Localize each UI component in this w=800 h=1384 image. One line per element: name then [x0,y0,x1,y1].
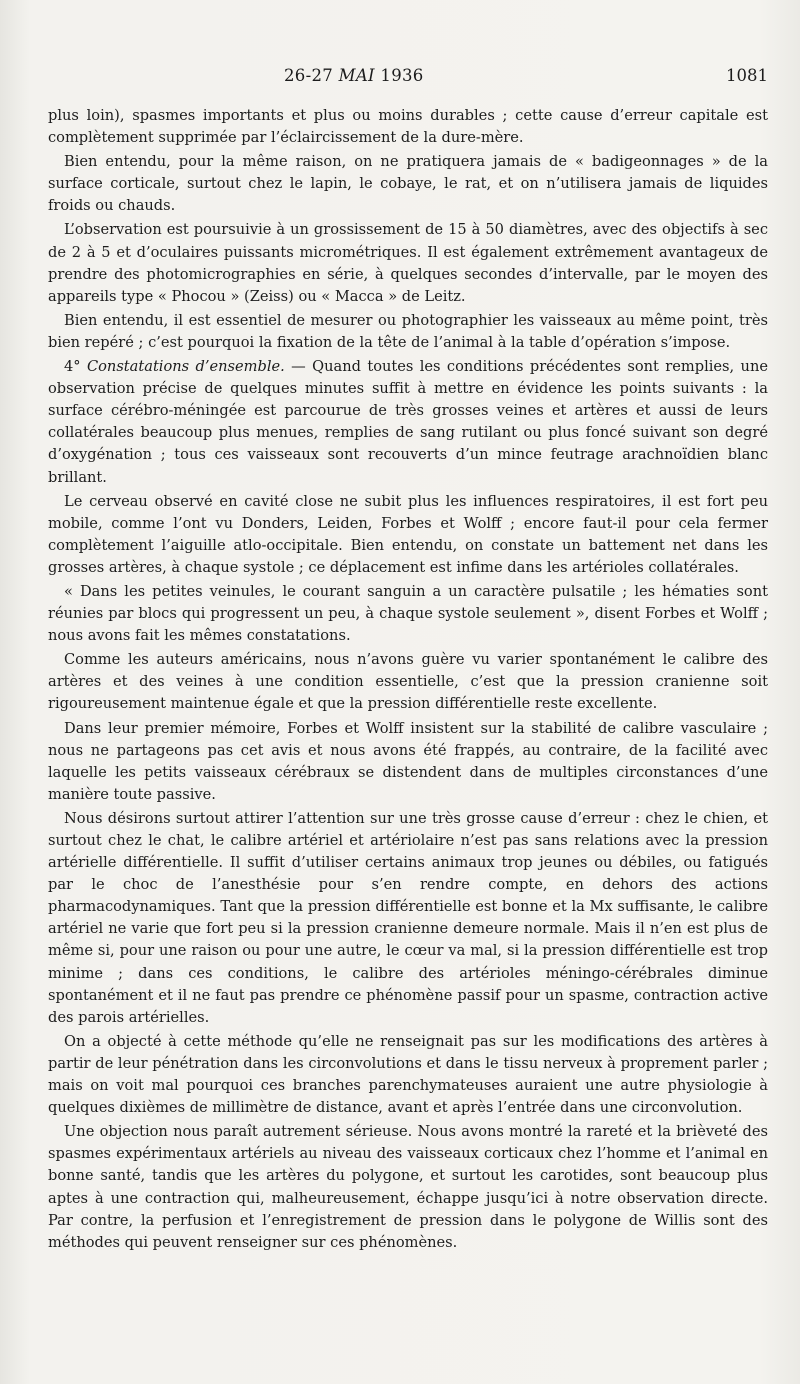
paragraph-12: Une objection nous paraît autrement sérieuse. Nous avons montré la rareté et la brièveté des spasmes expérimentaux artériels au niveau des vaisseaux corticaux chez l’homme et l’animal en bonne santé, tandis que les artères du polygone, et surtout les carotides, sont beaucoup plus aptes à une contraction qui, malheureusement, échappe jusqu’ici à notre observation directe. Par contre, la perfusion et l’enregistrement de pression dans le polygone de Willis sont des méthodes qui peuvent renseigner sur ces phénomènes. [48,1123,768,1251]
paragraph-11: On a objecté à cette méthode qu’elle ne renseignait pas sur les modifications des artères à partir de leur pénétration dans les circonvolutions et dans le tissu nerveux à proprement parler ; mais on voit mal pourquoi ces branches parenchymateuses auraient une autre physiologie à quelques dixièmes de millimètre de distance, avant et après l’entrée dans une circonvolution. [48,1032,768,1117]
body-text [48,105,768,1256]
paragraph-9: Dans leur premier mémoire, Forbes et Wolff insistent sur la stabilité de calibre vasculaire ; nous ne partageons pas cet avis et nous avons été frappés, au contraire, de la facilité avec laquelle les petits vaisseaux cérébraux se distendent dans de multiples circonstances d’une manière toute passive. [48,719,768,803]
paragraph-8: Comme les auteurs américains, nous n’avons guère vu varier spontanément le calibre des artères et des veines à une condition essentielle, c’est que la pression cranienne soit rigoureusement maintenue égale et que la pression différentielle reste excellente. [48,651,768,713]
page-number: 1081 [726,66,768,85]
paragraph-6: Le cerveau observé en cavité close ne subit plus les influences respiratoires, il est fort peu mobile, comme l’ont vu Donders, Leiden, Forbes et Wolff ; encore faut-il pour cela fermer complètement l’aiguille atlo-occipitale. Bien entendu, on constate un battement net dans les grosses artères, à chaque systole ; ce déplacement est infime dans les artérioles collatérales. [48,492,768,576]
issue-date: 26-27 MAI 1936 [284,66,424,85]
section-number: 4° [64,358,87,376]
running-head [0,66,800,92]
paragraph-1: plus loin), spasmes importants et plus ou moins durables ; cette cause d’erreur capitale est complètement supprimée par l’éclaircissement de la dure-mère. [48,107,768,147]
paragraph-4: Bien entendu, il est essentiel de mesurer ou photographier les vaisseaux au même point, très bien repéré ; c’est pourquoi la fixation de la tête de l’animal à la table d’opération s’impose. [48,311,768,351]
section-title: Constatations d’ensemble. [86,358,285,376]
section-body: — Quand toutes les conditions précédentes sont remplies, une observation précise de quelques minutes suffit à mettre en évidence les points suivants : la surface cérébro-méningée est parcourue de très grosses veines et artères et aussi de leurs collatérales beaucoup plus menues, remplies de sang rutilant ou plus foncé suivant son degré d’oxygénation ; tous ces vaisseaux sont recouverts d’un mince feutrage arachnoïdien blanc brillant. [48,358,768,486]
issue-month: MAI [338,66,375,85]
paragraph-3: L’observation est poursuivie à un grossissement de 15 à 50 diamètres, avec des objectifs à sec de 2 à 5 et d’oculaires puissants micrométriques. Il est également extrêmement avantageux de prendre des photomicrographies en série, à quelques secondes d’intervalle, par le moyen des appareils type « Phocou » (Zeiss) ou « Macca » de Leitz. [48,221,768,305]
paragraph-7: « Dans les petites veinules, le courant sanguin a un caractère pulsatile ; les hématies sont réunies par blocs qui progressent un peu, à chaque systole seulement », disent Forbes et Wolff ; nous avons fait les mêmes constatations. [48,582,768,645]
paragraph-10: Nous désirons surtout attirer l’attention sur une très grosse cause d’erreur : chez le chien, et surtout chez le chat, le calibre artériel et artériolaire n’est pas sans relations avec la pression artérielle différentielle. Il suffit d’utiliser certains animaux trop jeunes ou débiles, ou fatigués par le choc de l’anesthésie pour s’en rendre compte, en dehors des actions pharmacodynamiques. Tant que la pression différentielle est bonne et la Mx suffisante, le calibre artériel ne varie que fort peu si la pression cranienne demeure normale. Mais il n’en est plus de même si, pour une raison ou pour une autre, le cœur va mal, si la pression différentielle est trop minime ; dans ces conditions, le calibre des artérioles méningo-cérébrales diminue spontanément et il ne faut pas prendre ce phénomène passif pour un spasme, contraction active des parois artérielles. [48,809,768,1026]
paragraph-2: Bien entendu, pour la même raison, on ne pratiquera jamais de « badigeonnages » de la surface corticale, surtout chez le lapin, le cobaye, le rat, et on n’utilisera jamais de liquides froids ou chauds. [48,153,768,215]
section-4-paragraph [48,356,768,489]
